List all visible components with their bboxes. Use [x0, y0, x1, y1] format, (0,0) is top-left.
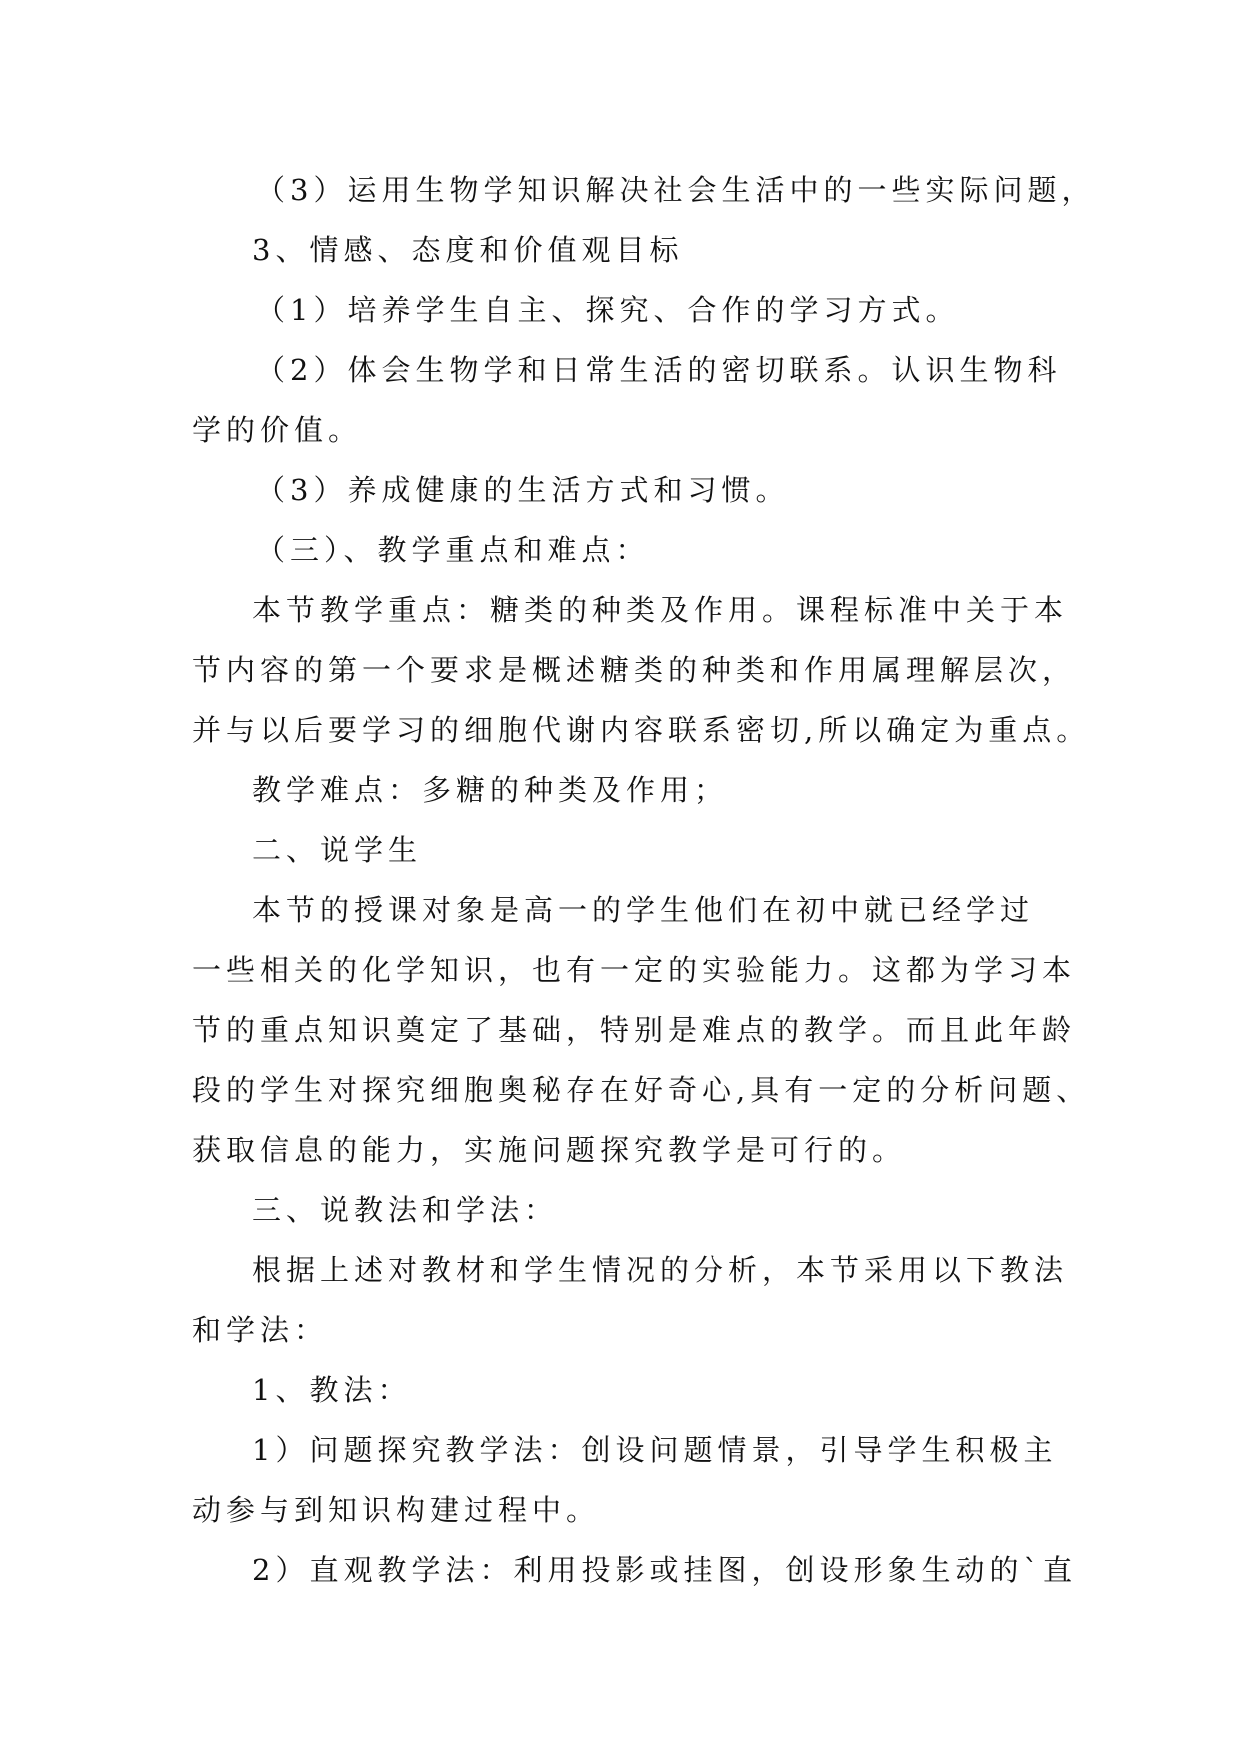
text-line: 动参与到知识构建过程中。: [192, 1493, 601, 1527]
text-line: （3）养成健康的生活方式和习惯。: [256, 473, 790, 507]
text-line: 并与以后要学习的细胞代谢内容联系密切,所以确定为重点。: [192, 713, 1091, 747]
text-line: 段的学生对探究细胞奥秘存在好奇心,具有一定的分析问题、: [192, 1073, 1091, 1107]
text-line: （2）体会生物学和日常生活的密切联系。认识生物科: [256, 353, 1062, 387]
text-line: 教学难点：多糖的种类及作用；: [252, 773, 729, 807]
section-heading: 三、说教法和学法：: [252, 1193, 559, 1227]
section-heading: 3、情感、态度和价值观目标: [252, 233, 684, 267]
text-line: （3）运用生物学知识解决社会生活中的一些实际问题，: [256, 173, 1096, 207]
section-heading: 1、教法：: [252, 1373, 412, 1407]
text-line: 2）直观教学法：利用投影或挂图，创设形象生动的`直: [252, 1553, 1077, 1587]
text-line: 一些相关的化学知识，也有一定的实验能力。这都为学习本: [192, 953, 1077, 987]
section-heading: 二、说学生: [252, 833, 423, 867]
text-line: 本节的授课对象是高一的学生他们在初中就已经学过: [252, 893, 1035, 927]
text-line: 学的价值。: [192, 413, 363, 447]
text-line: （1）培养学生自主、探究、合作的学习方式。: [256, 293, 960, 327]
text-line: 节内容的第一个要求是概述糖类的种类和作用属理解层次，: [192, 653, 1077, 687]
text-line: 本节教学重点：糖类的种类及作用。课程标准中关于本: [252, 593, 1069, 627]
text-line: 获取信息的能力，实施问题探究教学是可行的。: [192, 1133, 907, 1167]
text-line: 节的重点知识奠定了基础，特别是难点的教学。而且此年龄: [192, 1013, 1077, 1047]
text-line: 和学法：: [192, 1313, 329, 1347]
document-body: [192, 160, 1096, 1600]
text-line: 1）问题探究教学法：创设问题情景，引导学生积极主: [252, 1433, 1058, 1467]
section-heading: （三）、教学重点和难点：: [256, 533, 650, 567]
text-line: 根据上述对教材和学生情况的分析，本节采用以下教法: [252, 1253, 1069, 1287]
